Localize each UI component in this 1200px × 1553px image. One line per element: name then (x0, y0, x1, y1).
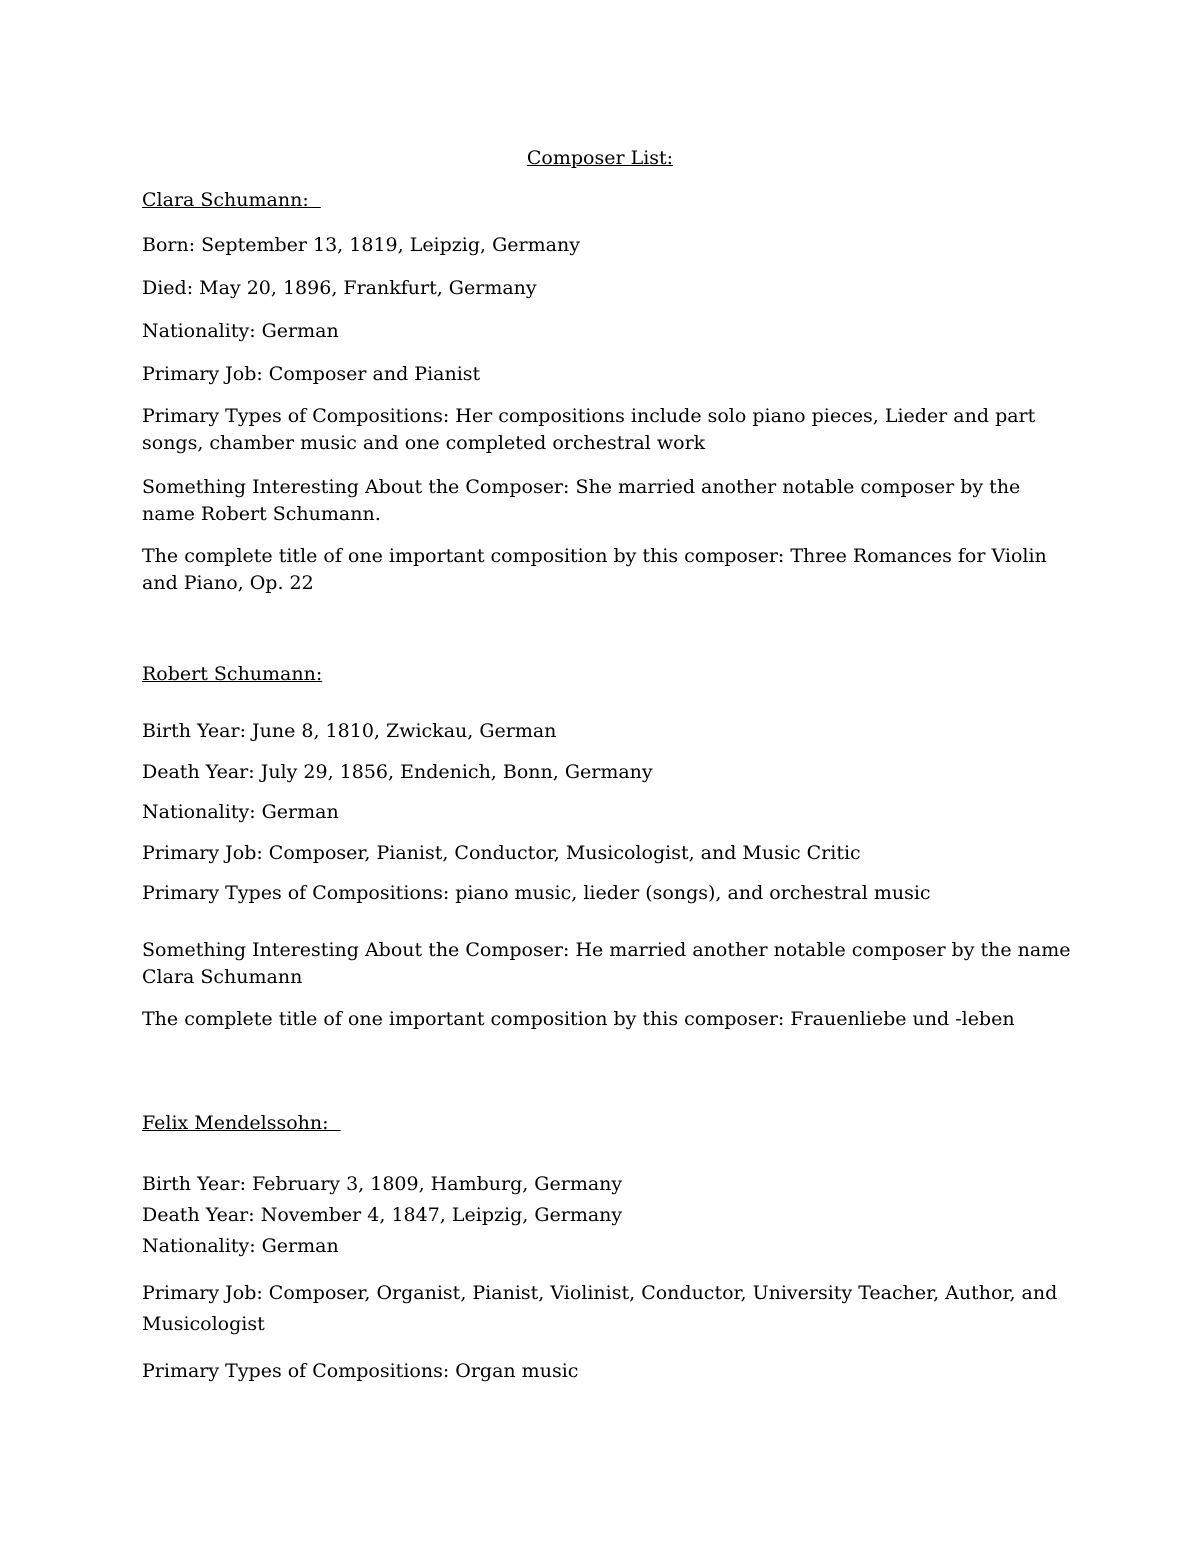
composer-heading-felix-mendelssohn: Felix Mendelssohn: (142, 1112, 341, 1134)
felix-primary-job: Primary Job: Composer, Organist, Pianist, Violinist, Conductor, University Teacher, Author, and Musicologist (142, 1282, 1058, 1335)
clara-interesting-fact: Something Interesting About the Composer: She married another notable composer by the name Robert Schumann. (142, 476, 1021, 525)
felix-nationality: Nationality: German (142, 1235, 339, 1257)
robert-primary-job: Primary Job: Composer, Pianist, Conductor, Musicologist, and Music Critic (142, 842, 861, 864)
clara-primary-job: Primary Job: Composer and Pianist (142, 363, 481, 385)
composer-heading-robert-schumann: Robert Schumann: (142, 663, 323, 685)
composer-heading-clara-schumann: Clara Schumann: (142, 189, 321, 211)
robert-nationality: Nationality: German (142, 801, 339, 823)
robert-interesting-fact: Something Interesting About the Composer: He married another notable composer by the name Clara Schumann (142, 939, 1071, 988)
robert-important-composition: The complete title of one important composition by this composer: Frauenliebe und -leben (142, 1008, 1015, 1030)
robert-death-year: Death Year: July 29, 1856, Endenich, Bonn, Germany (142, 761, 653, 783)
robert-birth-year: Birth Year: June 8, 1810, Zwickau, German (142, 720, 557, 742)
robert-composition-types: Primary Types of Compositions: piano music, lieder (songs), and orchestral music (142, 882, 931, 904)
clara-died: Died: May 20, 1896, Frankfurt, Germany (142, 277, 537, 299)
felix-death-year: Death Year: November 4, 1847, Leipzig, Germany (142, 1204, 623, 1226)
clara-born: Born: September 13, 1819, Leipzig, Germany (142, 234, 580, 256)
felix-composition-types: Primary Types of Compositions: Organ music (142, 1360, 579, 1382)
clara-nationality: Nationality: German (142, 320, 339, 342)
clara-composition-types: Primary Types of Compositions: Her compositions include solo piano pieces, Lieder and part songs, chamber music and one completed orchestral work (142, 405, 1036, 454)
document-title: Composer List: (526, 147, 674, 169)
felix-birth-year: Birth Year: February 3, 1809, Hamburg, Germany (142, 1173, 623, 1195)
clara-important-composition: The complete title of one important composition by this composer: Three Romances for Violin and Piano, Op. 22 (142, 545, 1047, 594)
